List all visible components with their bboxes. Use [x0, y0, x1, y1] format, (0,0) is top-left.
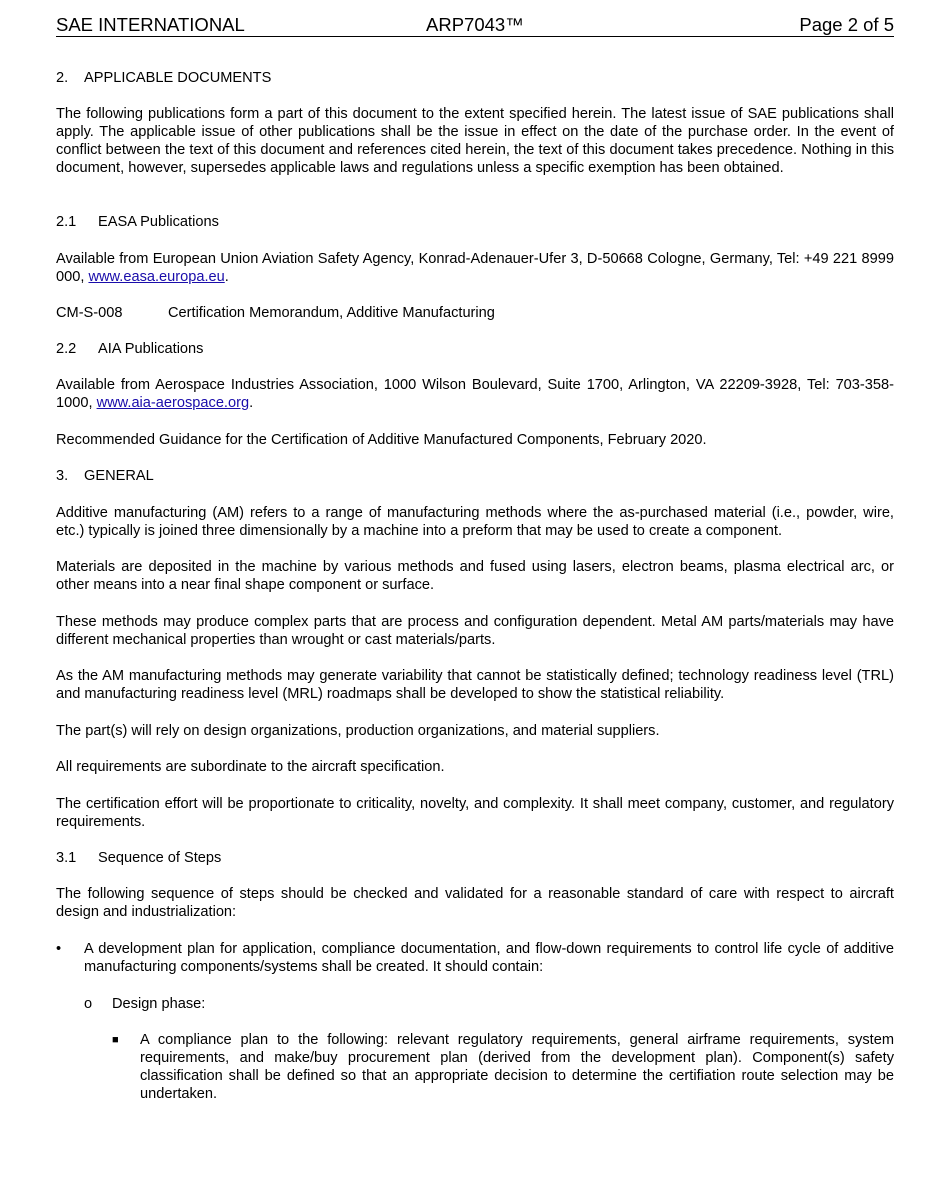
- section-3-paragraph-5: [56, 722, 894, 740]
- section-3-heading: [56, 467, 894, 485]
- section-title: Sequence of Steps: [98, 850, 222, 866]
- section-title: EASA Publications: [98, 214, 219, 230]
- section-title: APPLICABLE DOCUMENTS: [84, 70, 272, 86]
- reference-title: Recommended Guidance for the Certification of Additive Manufactured Components, February 2020.: [56, 432, 707, 448]
- paragraph-text: The following sequence of steps should be checked and validated for a reasonable standard of care with respect to aircraft design and industrialization:: [56, 886, 894, 920]
- section-3-1-intro: [56, 885, 894, 921]
- section-3-paragraph-6: [56, 758, 894, 776]
- header-page-number: Page 2 of 5: [799, 14, 894, 35]
- aia-link[interactable]: www.aia-aerospace.org: [96, 395, 250, 411]
- header-doc-number: ARP7043™: [426, 14, 524, 35]
- section-title: GENERAL: [84, 468, 154, 484]
- section-2-2-heading: [56, 340, 894, 358]
- paragraph-text: Additive manufacturing (AM) refers to a range of manufacturing methods where the as-purchased material (i.e., powder, wire, etc.) typically is joined three dimensionally by a machine into a preform that may be used to create a component.: [56, 505, 894, 539]
- reference-id: CM-S-008: [56, 305, 123, 321]
- reference-aia-guidance: [56, 431, 894, 449]
- paragraph-text: As the AM manufacturing methods may generate variability that cannot be statistically defined; technology readiness level (TRL) and manufacturing readiness level (MRL) roadmaps shall be developed to show the statistical reliability.: [56, 668, 894, 702]
- bullet-text: A development plan for application, compliance documentation, and flow-down requirements to control life cycle of additive manufacturing components/systems shall be created. It should contain:: [84, 941, 894, 975]
- section-3-paragraph-7: [56, 795, 894, 831]
- subbullet-text: Design phase:: [112, 996, 206, 1012]
- running-header: [56, 14, 894, 37]
- bullet-development-plan: [56, 940, 894, 976]
- paragraph-text: The following publications form a part of this document to the extent specified herein. The latest issue of SAE publications shall apply. The applicable issue of other publications shall be the issue in effect on the date of the purchase order. In the event of conflict between the text of this document and references cited herein, the text of this document takes precedence. Nothing in this document, however, supersedes applicable laws and regulations unless a specific exemption has been obtained.: [56, 106, 894, 176]
- circle-bullet-icon: o: [84, 996, 93, 1012]
- section-3-paragraph-1: [56, 504, 894, 540]
- section-2-1-heading: [56, 213, 894, 231]
- availability-text: Available from Aerospace Industries Association, 1000 Wilson Boulevard, Suite 1700, Arlington, VA 22209-3928, Tel: 703-358-1000,: [56, 377, 894, 411]
- period: .: [249, 395, 254, 411]
- subsubbullet-compliance-plan: [56, 1031, 894, 1103]
- section-title: AIA Publications: [98, 341, 204, 357]
- section-number: 2.2: [56, 341, 77, 357]
- header-org: SAE INTERNATIONAL: [56, 14, 245, 35]
- section-2-paragraph: [56, 105, 894, 177]
- section-3-paragraph-4: [56, 667, 894, 703]
- section-3-1-heading: [56, 849, 894, 867]
- subbullet-design-phase: [56, 995, 894, 1013]
- section-2-2-availability: [56, 376, 894, 412]
- paragraph-text: All requirements are subordinate to the aircraft specification.: [56, 759, 445, 775]
- section-number: 2.1: [56, 214, 77, 230]
- reference-title: Certification Memorandum, Additive Manufacturing: [168, 305, 495, 321]
- section-3-paragraph-3: [56, 613, 894, 649]
- subsubbullet-text: A compliance plan to the following: relevant regulatory requirements, general airframe requirements, system requirements, and make/buy procurement plan (derived from the development plan). Component(s) safety classification shall be defined so that an appropriate decision to determine the certifiation route selection may be undertaken.: [140, 1032, 894, 1102]
- section-2-heading: [56, 69, 894, 87]
- paragraph-text: The certification effort will be proportionate to criticality, novelty, and complexity. It shall meet company, customer, and regulatory requirements.: [56, 796, 894, 830]
- section-3-paragraph-2: [56, 558, 894, 594]
- easa-link[interactable]: www.easa.europa.eu: [88, 269, 225, 285]
- period: .: [224, 269, 229, 285]
- section-number: 3.1: [56, 850, 77, 866]
- paragraph-text: The part(s) will rely on design organizations, production organizations, and material suppliers.: [56, 723, 660, 739]
- square-bullet-icon: ■: [112, 1034, 119, 1046]
- section-number: 2.: [56, 70, 69, 86]
- bullet-dot-icon: •: [56, 941, 62, 957]
- reference-cm-s-008: [56, 304, 894, 322]
- paragraph-text: Materials are deposited in the machine by various methods and fused using lasers, electron beams, plasma electrical arc, or other means into a near final shape component or surface.: [56, 559, 894, 593]
- paragraph-text: These methods may produce complex parts that are process and configuration dependent. Metal AM parts/materials may have different mechanical properties than wrought or cast materials/parts.: [56, 614, 894, 648]
- availability-text: Available from European Union Aviation Safety Agency, Konrad-Adenauer-Ufer 3, D-50668 Cologne, Germany, Tel: +49 221 8999 000,: [56, 251, 894, 285]
- section-number: 3.: [56, 468, 69, 484]
- page: [56, 14, 894, 1102]
- section-2-1-availability: [56, 250, 894, 286]
